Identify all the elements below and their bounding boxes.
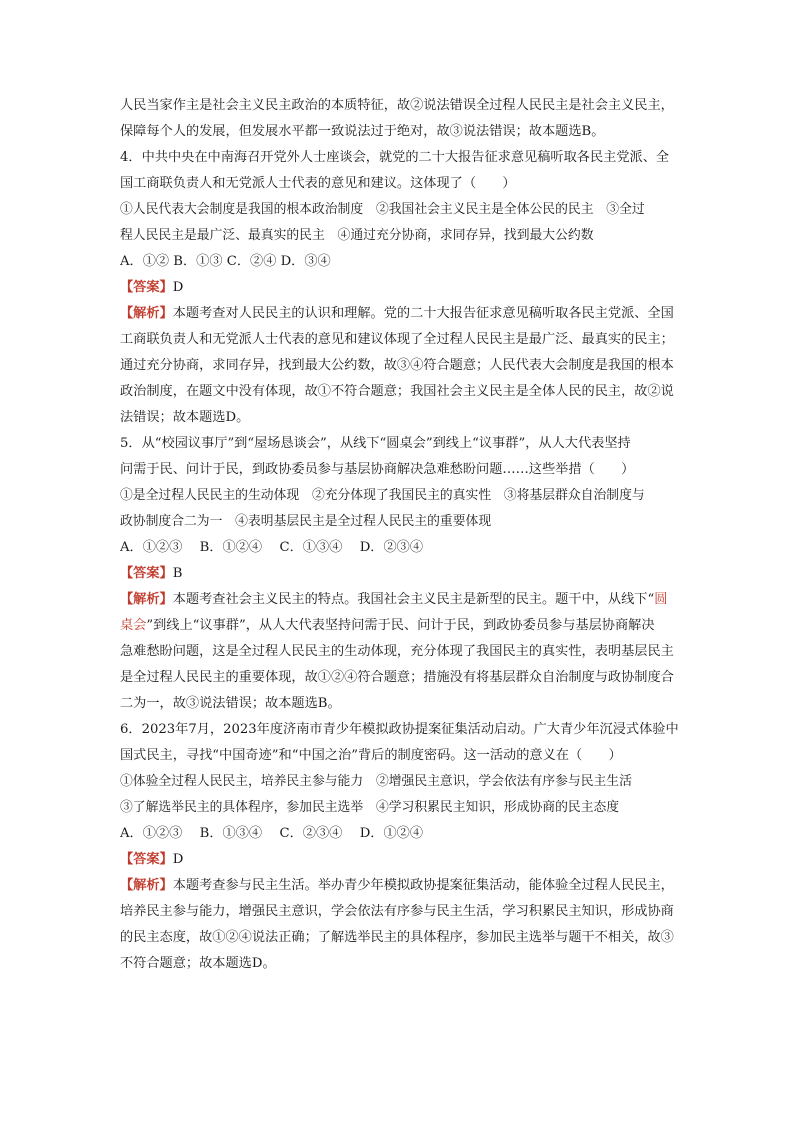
line-text: ”到线上“议事群”，从人大代表坚持问需于民、问计于民，到政协委员参与基层协商解决	[146, 618, 655, 633]
text-line	[120, 746, 708, 766]
line-text: 不符合题意；故本题选D。	[120, 956, 276, 971]
section-tag: 【解析】	[120, 306, 173, 321]
line-text: 人民当家作主是社会主义民主政治的本质特征，故②说法错误	[120, 98, 477, 113]
text-line	[120, 226, 708, 246]
text-line	[120, 148, 708, 168]
line-text: 的民主态度，故①②④说法正确；了解选举民主的具体程序，参加民主选举与题干不相关，故③	[120, 930, 674, 945]
line-text: B	[172, 566, 183, 581]
text-line	[120, 96, 708, 116]
line-text: 问需于民、问计于民，到政协委员参与基层协商解决急难愁盼问题……这些举措（ ）	[120, 462, 635, 477]
section-tag: 【答案】	[120, 852, 173, 867]
highlight-text: 圆	[654, 592, 668, 607]
text-line	[120, 538, 708, 558]
line-text: 培养民主参与能力，增强民主意识，学会依法有序参与民主生活，学习积累民主知识，形成协商	[120, 904, 674, 919]
section-tag: 【答案】	[120, 280, 173, 295]
text-line	[120, 720, 708, 740]
text-line	[120, 564, 708, 584]
text-line	[120, 668, 708, 688]
text-line	[120, 460, 708, 480]
line-text: 工商联负责人和无党派人士代表的意见和建议体现了全过程人民民主是最广泛、最真实的民主；	[120, 332, 674, 347]
text-line	[120, 356, 708, 376]
text-line	[120, 304, 708, 324]
line-text: 本题考查参与民主生活。举办青少年模拟政协提案征集活动，能体验全过程人民民主，	[172, 878, 674, 893]
text-line	[120, 590, 708, 610]
line-text: 国工商联负责人和无党派人士代表的意见和建议。这体现了（ ）	[120, 176, 516, 191]
line-text: D	[172, 280, 184, 295]
text-line	[120, 824, 708, 844]
text-line	[120, 434, 708, 454]
line-text: 4．中共中央在中南海召开党外人士座谈会，就党的二十大报告征求意见稿听取各民主党派、全	[120, 150, 670, 165]
line-text: 通过充分协商，求同存异，找到最大公约数，故③④符合题意；人民代表大会制度是我国的根本	[120, 358, 674, 373]
line-text: 政治制度，在题文中没有体现，故①不符合题意；我国社会主义民主是全体人民的民主，故②说	[120, 384, 674, 399]
text-line	[120, 798, 708, 818]
line-text: 国式民主，寻找“中国奇迹”和“中国之治”背后的制度密码。这一活动的意义在（ ）	[120, 748, 622, 763]
line-text: 6．2023年7月，2023年度济南市青少年模拟政协提案征集活动启动。广大青少年沉浸式体验中	[120, 722, 679, 737]
line-text: ①是全过程人民民主的生动体现 ②充分体现了我国民主的真实性 ③将基层群众自治制度与	[120, 488, 645, 503]
line-text: ③了解选举民主的具体程序，参加民主选举 ④学习积累民主知识，形成协商的民主态度	[120, 800, 620, 815]
text-line	[120, 486, 708, 506]
line-text: 本题考查对人民民主的认识和理解。党的二十大报告征求意见稿听取各民主党派、全国	[172, 306, 674, 321]
text-line	[120, 616, 708, 636]
line-text: 程人民民主是最广泛、最真实的民主 ④通过充分协商，求同存异，找到最大公约数	[120, 228, 594, 243]
section-tag: 【解析】	[120, 878, 173, 893]
text-line	[120, 512, 708, 532]
text-line	[120, 200, 708, 220]
text-line	[120, 330, 708, 350]
line-text: ①体验全过程人民民主，培养民主参与能力 ②增强民主意识，学会依法有序参与民主生活	[120, 774, 632, 789]
line-text: 保障每个人的发展，但发展水平都一致说法过于绝对，故③说法错误；故本题选B。	[120, 124, 605, 139]
text-line	[120, 408, 708, 428]
text-line	[120, 694, 708, 714]
text-line	[120, 252, 708, 272]
line-text: 是全过程人民民主的重要体现，故①②④符合题意；措施没有将基层群众自治制度与政协制度合	[120, 670, 674, 685]
text-line	[120, 772, 708, 792]
line-text: A．①②③ B．①③④ C．②③④ D．①②④	[120, 826, 424, 841]
line-text: D	[172, 852, 184, 867]
highlight-text: 桌会	[120, 618, 147, 633]
line-text: A．①②③ B．①②④ C．①③④ D．②③④	[120, 540, 424, 555]
line-text: 法错误；故本题选D。	[120, 410, 250, 425]
text-line	[120, 382, 708, 402]
text-line	[120, 122, 708, 142]
text-line	[120, 928, 708, 948]
text-line	[120, 278, 708, 298]
text-line	[120, 174, 708, 194]
line-text: 本题考查社会主义民主的特点。我国社会主义民主是新型的民主。题干中，从线下“	[172, 592, 655, 607]
line-text: 全过程人民民主是社会主义民主，	[476, 98, 674, 113]
section-tag: 【答案】	[120, 566, 173, 581]
text-line	[120, 876, 708, 896]
text-line	[120, 954, 708, 974]
line-text: A．①② B．①③ C．②④ D．③④	[120, 254, 331, 269]
line-text: 二为一，故③说法错误；故本题选B。	[120, 696, 341, 711]
text-line	[120, 850, 708, 870]
line-text: 政协制度合二为一 ④表明基层民主是全过程人民民主的重要体现	[120, 514, 492, 529]
line-text: ①人民代表大会制度是我国的根本政治制度 ②我国社会主义民主是全体公民的民主 ③全过	[120, 202, 645, 217]
text-line	[120, 902, 708, 922]
text-line	[120, 642, 708, 662]
line-text: 5．从“校园议事厅”到“屋场恳谈会”，从线下“圆桌会”到线上“议事群”，从人大代表坚持	[120, 436, 631, 451]
line-text: 急难愁盼问题，这是全过程人民民主的生动体现，充分体现了我国民主的真实性，表明基层民主	[120, 644, 674, 659]
section-tag: 【解析】	[120, 592, 173, 607]
